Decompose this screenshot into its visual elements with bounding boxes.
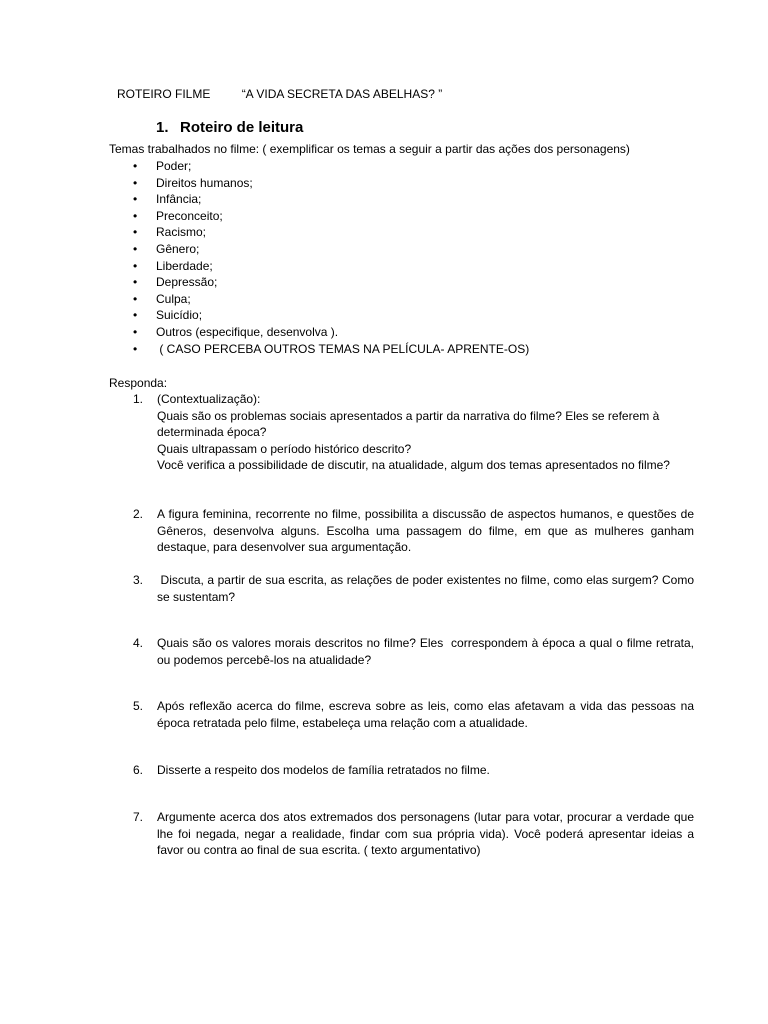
question-6 [133,762,694,779]
themes-intro: Temas trabalhados no filme: ( exemplificar os temas a seguir a partir das ações dos personagens) [109,142,630,156]
bullet-icon: • [133,324,138,339]
list-item [109,241,529,258]
section-title-text: Roteiro de leitura [180,119,304,136]
bullet-icon: • [133,291,138,306]
question-line: Disserte a respeito dos modelos de família retratados no filme. [157,763,490,777]
question-number: 7. [133,810,144,824]
question-text [157,635,698,668]
bullet-icon: • [133,175,138,190]
bullet-icon: • [133,208,138,223]
theme-label: Poder; [156,159,192,173]
question-number: 5. [133,699,144,713]
respond-label: Responda: [109,376,168,390]
section-number: 1. [156,119,169,136]
theme-label: Liberdade; [156,258,213,273]
question-line: Quais ultrapassam o período histórico descrito? [157,441,412,456]
question-number: 3. [133,573,144,587]
bullet-icon: • [133,159,138,173]
theme-label: Racismo; [156,225,207,240]
list-item [109,324,529,341]
bullet-icon: • [133,241,138,256]
question-text [157,762,694,779]
theme-label: ( CASO PERCEBA OUTROS TEMAS NA PELÍCULA- APRENTE-OS) [156,341,530,356]
question-1 [133,391,694,474]
bullet-icon: • [133,225,138,240]
question-line: Quais são os problemas sociais apresentados a partir da narrativa do filme? Eles se referem à determinada época? [157,408,660,439]
theme-label: Culpa; [156,291,191,306]
theme-label: Gênero; [156,241,200,256]
document-header [117,86,442,103]
question-7 [133,809,694,859]
question-text [157,506,694,556]
header-title-left: ROTEIRO FILME [117,87,211,101]
bullet-icon: • [133,258,138,273]
question-text [157,809,694,859]
question-2 [133,506,694,556]
list-item [109,258,529,275]
question-line: (Contextualização): [157,392,261,406]
list-item [109,191,529,208]
question-text [157,698,694,731]
question-text [157,572,698,605]
question-line: Argumente acerca dos atos extremados dos personagens (lutar para votar, procurar a verdade que lhe foi negada, negar a realidade, findar com sua própria vida). Você poderá apresentar ideias a favor ou contra ao final de sua escrita. ( texto argumentativo) [157,810,694,857]
question-line: A figura feminina, recorrente no filme, possibilita a discussão de aspectos humanos, e questões de Gêneros, desenvolva alguns. Escolha uma passagem do filme, em que as mulheres ganham destaque, para desenvolver sua argumentação. [157,507,694,554]
list-item [109,307,529,324]
list-item [109,175,529,192]
theme-label: Preconceito; [156,208,223,223]
theme-label: Depressão; [156,275,218,290]
bullet-icon: • [133,341,138,356]
list-item [109,291,529,308]
theme-label: Outros (especifique, desenvolva ). [156,324,339,339]
list-item [109,208,529,225]
list-item [109,274,529,291]
question-number: 6. [133,763,144,777]
list-item [109,158,529,175]
list-item [109,341,529,358]
question-line: Quais são os valores morais descritos no filme? Eles correspondem à época a qual o filme retrata, ou podemos percebê-los na atualidade? [157,636,698,667]
bullet-icon: • [133,308,138,323]
question-4 [133,635,698,668]
question-line: Discuta, a partir de sua escrita, as relações de poder existentes no filme, como elas surgem? Como se sustentam? [157,573,698,604]
question-5 [133,698,694,731]
bullet-icon: • [133,192,138,207]
section-title [156,118,303,138]
question-line: Após reflexão acerca do filme, escreva sobre as leis, como elas afetavam a vida das pessoas na época retratada pelo filme, estabeleça uma relação com a atualidade. [157,699,694,730]
theme-label: Direitos humanos; [156,175,253,190]
question-text [157,391,694,474]
theme-label: Infância; [156,192,202,207]
question-line: Você verifica a possibilidade de discutir, na atualidade, algum dos temas apresentados no filme? [157,458,670,472]
themes-list [109,158,529,357]
header-title-right: “A VIDA SECRETA DAS ABELHAS? ” [241,87,443,101]
list-item [109,224,529,241]
question-number: 2. [133,507,144,521]
bullet-icon: • [133,275,138,290]
theme-label: Suicídio; [156,308,203,323]
question-3 [133,572,698,605]
question-number: 1. [133,392,144,406]
question-number: 4. [133,636,144,650]
